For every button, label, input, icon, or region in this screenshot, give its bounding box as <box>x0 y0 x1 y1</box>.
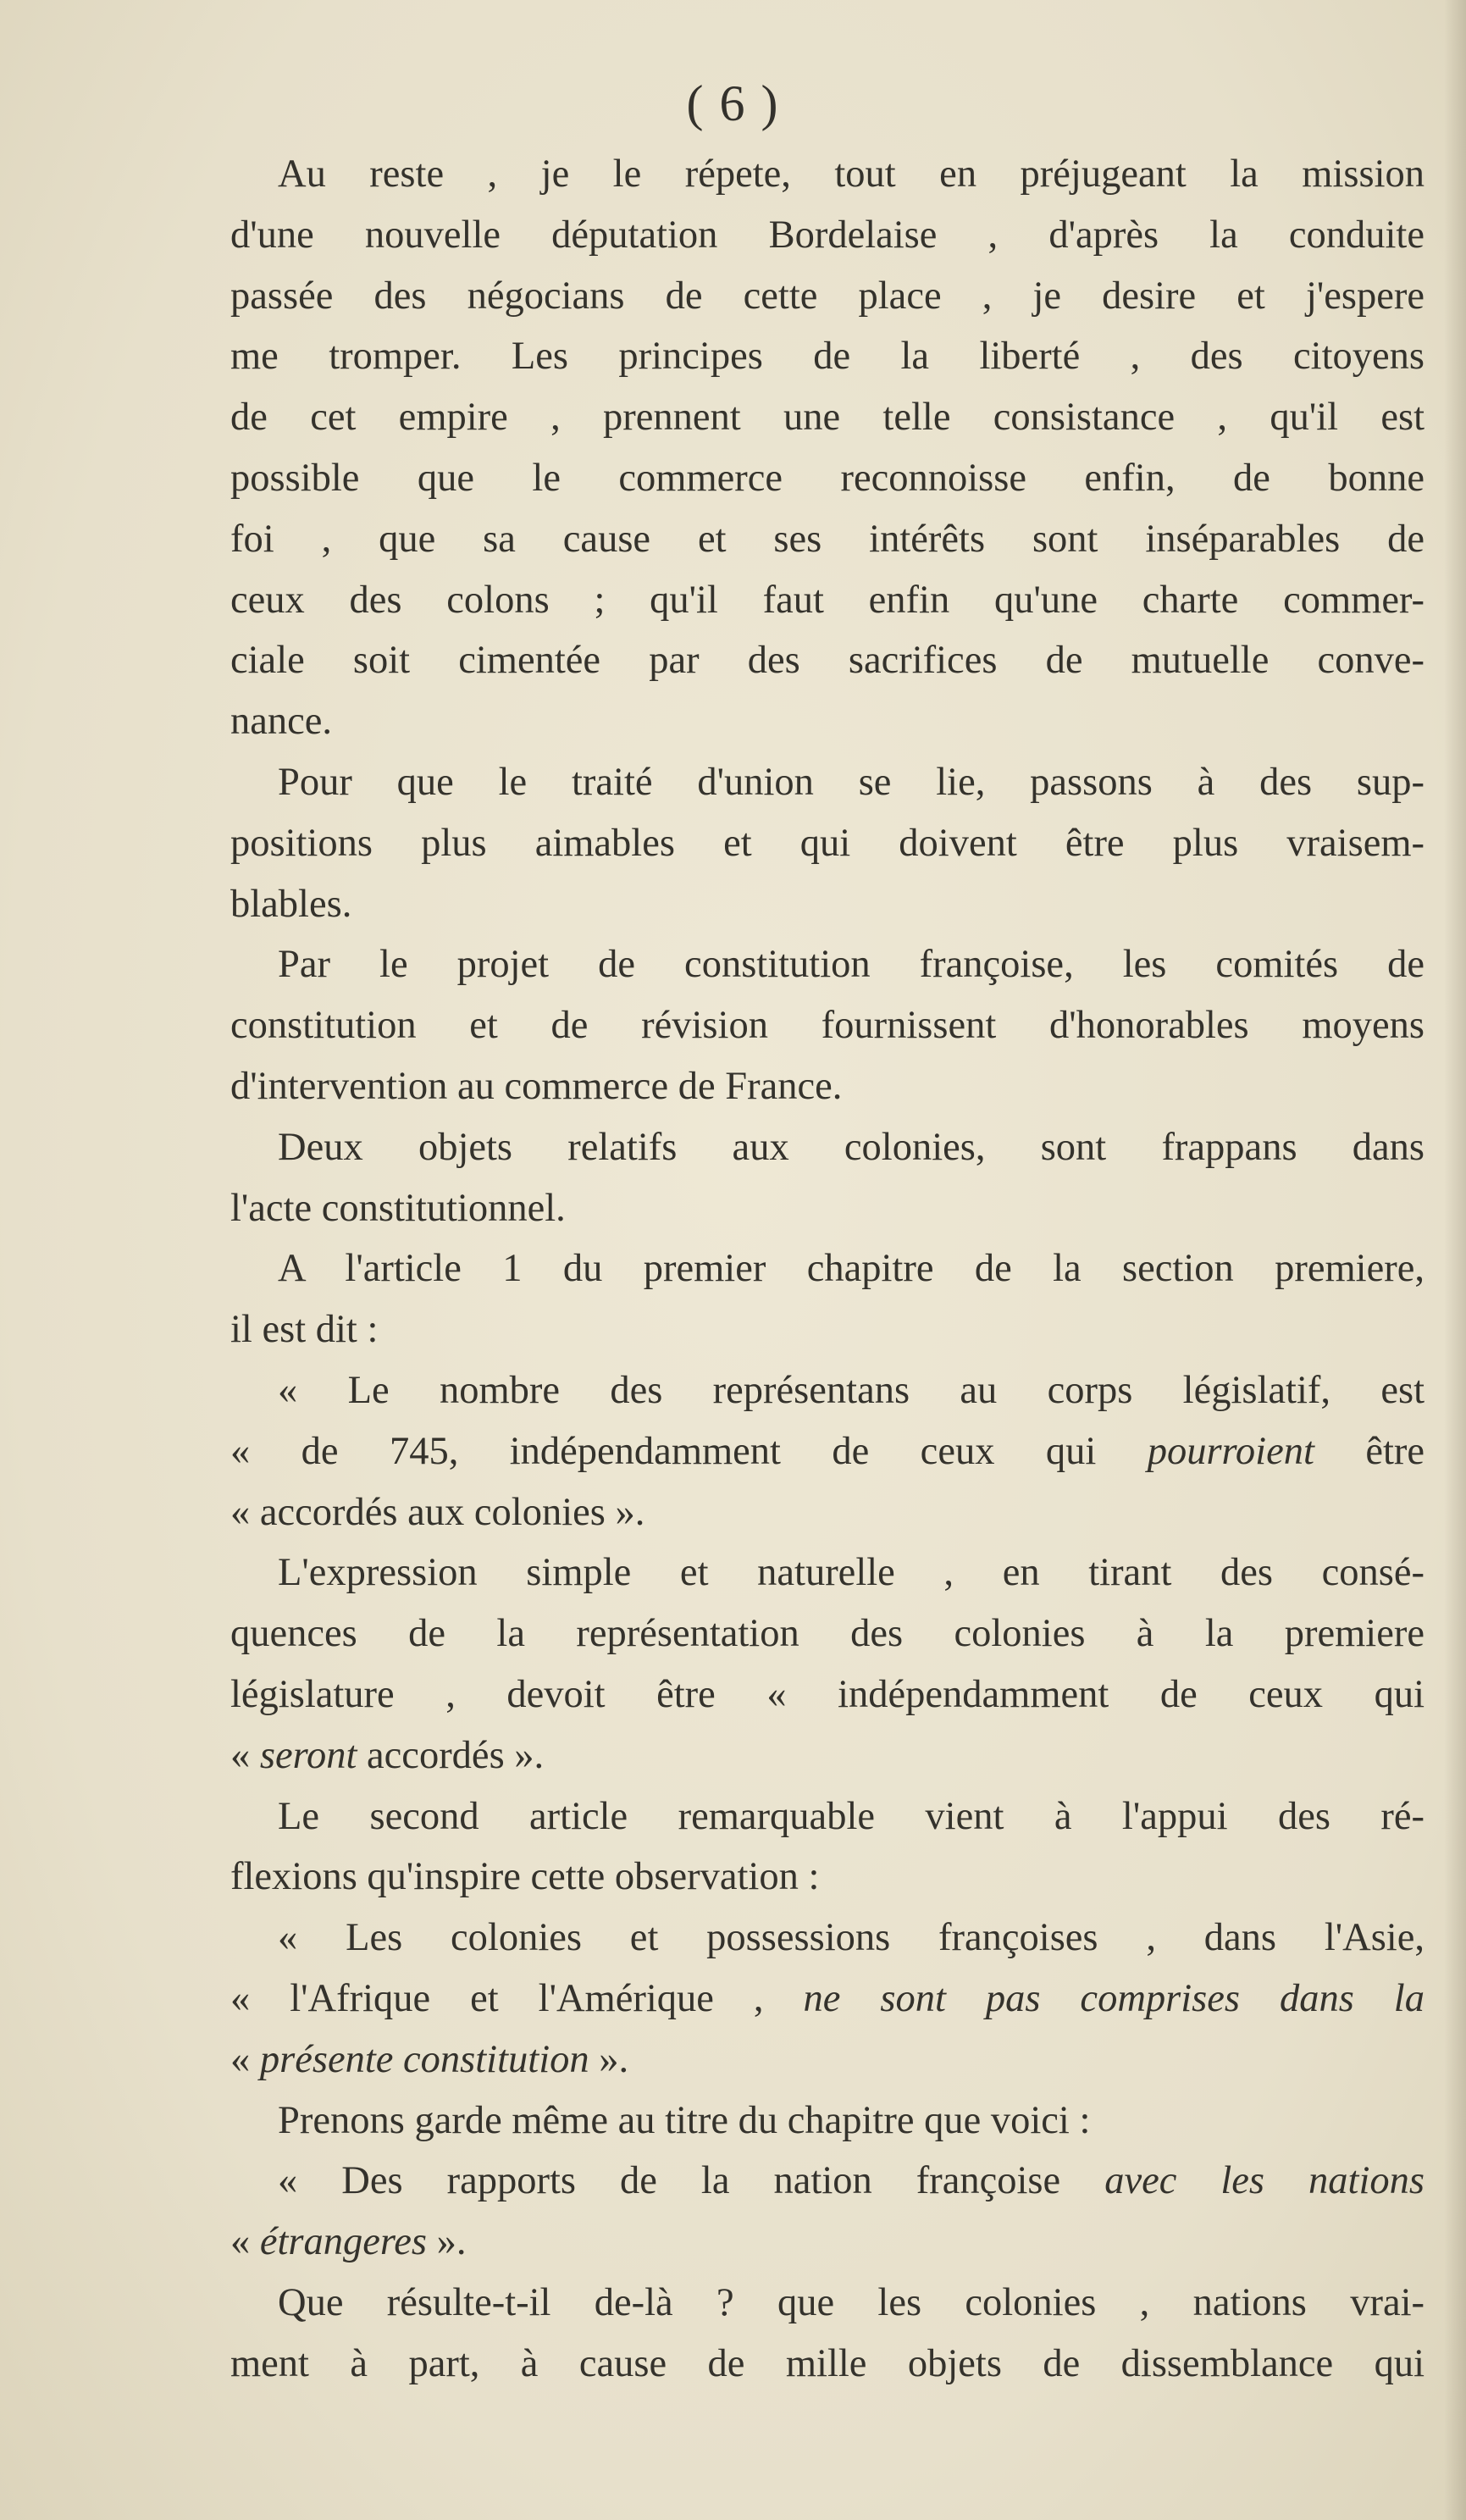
page-number: ( 6 ) <box>686 75 780 131</box>
text-line: de cet empire , prennent une telle consistance , qu'il est <box>230 396 1425 440</box>
quote-line <box>230 1725 1425 1786</box>
text-line: d'intervention au commerce de France. <box>230 1064 843 1108</box>
text-line: quences de la représentation des colonies à la premiere <box>230 1612 1425 1656</box>
text-line: constitution et de révision fournissent d'honorables moyens <box>230 1004 1425 1048</box>
quote-text: « l'Afrique et l'Amérique , <box>230 1976 804 2020</box>
quote-line <box>230 1421 1425 1482</box>
text-line: A l'article 1 du premier chapitre de la section premiere, <box>278 1247 1425 1291</box>
text-line: ment à part, à cause de mille objets de dissemblance qui <box>230 2341 1425 2385</box>
quote-text: « Des rapports de la nation françoise <box>278 2159 1105 2203</box>
text-line: Pour que le traité d'union se lie, passons à des sup- <box>278 760 1425 804</box>
text-line: ceux des colons ; qu'il faut enfin qu'une charte commer- <box>230 578 1425 622</box>
quote-line <box>230 2212 1425 2273</box>
text-line: passée des négocians de cette place , je desire et j'espere <box>230 274 1425 318</box>
body-text <box>230 144 1425 2394</box>
quote-text: « <box>230 2037 260 2081</box>
quote-text: « de 745, indépendamment de ceux qui <box>230 1429 1148 1473</box>
page-edge-shadow <box>1444 0 1466 2520</box>
quote-text: être <box>1314 1429 1425 1473</box>
quote-line <box>230 2030 1425 2091</box>
text-line: nance. <box>230 700 333 744</box>
quote-text: « <box>230 1733 260 1777</box>
italic-text: ne sont pas comprises dans la <box>803 1976 1425 2020</box>
text-line: L'expression simple et naturelle , en tirant des consé- <box>278 1551 1425 1595</box>
text-line: Le second article remarquable vient à l'appui des ré- <box>278 1794 1425 1838</box>
text-line: flexions qu'inspire cette observation : <box>230 1855 820 1899</box>
quote-line <box>230 2151 1425 2212</box>
italic-text: étrangeres <box>259 2220 428 2264</box>
italic-text: seront <box>259 1733 357 1777</box>
text-line: il est dit : <box>230 1308 379 1352</box>
quote-line: « Le nombre des représentans au corps législatif, est <box>278 1368 1425 1412</box>
text-line: ciale soit cimentée par des sacrifices de mutuelle conve- <box>230 639 1425 683</box>
quote-line <box>230 1969 1425 2030</box>
text-line: me tromper. Les principes de la liberté , des citoyens <box>230 335 1425 379</box>
text-line: Prenons garde même au titre du chapitre que voici : <box>278 2098 1091 2142</box>
text-line: possible que le commerce reconnoisse enfin, de bonne <box>230 456 1425 500</box>
quote-line: « accordés aux colonies ». <box>230 1490 645 1534</box>
text-line: Que résulte-t-il de-là ? que les colonies , nations vrai- <box>278 2280 1425 2324</box>
text-line: d'une nouvelle députation Bordelaise , d'après la conduite <box>230 213 1425 257</box>
text-line: législature , devoit être « indépendamment de ceux qui <box>230 1672 1425 1716</box>
quote-text: « <box>230 2220 260 2264</box>
italic-text: présente constitution <box>259 2037 589 2081</box>
text-line: Au reste , je le répete, tout en préjugeant la mission <box>278 152 1425 196</box>
text-line: l'acte constitutionnel. <box>230 1186 566 1230</box>
text-line: blables. <box>230 882 352 926</box>
quote-text: ». <box>589 2037 629 2081</box>
quote-text: accordés ». <box>357 1733 545 1777</box>
text-line: Deux objets relatifs aux colonies, sont frappans dans <box>278 1125 1425 1169</box>
text-line: Par le projet de constitution françoise, les comités de <box>278 943 1425 987</box>
quote-line: « Les colonies et possessions françoises , dans l'Asie, <box>278 1916 1425 1960</box>
italic-text: pourroient <box>1147 1429 1314 1473</box>
text-line: positions plus aimables et qui doivent être plus vraisem- <box>230 821 1425 865</box>
italic-text: avec les nations <box>1104 2159 1425 2203</box>
quote-text: ». <box>427 2220 467 2264</box>
text-line: foi , que sa cause et ses intérêts sont inséparables de <box>230 517 1425 561</box>
